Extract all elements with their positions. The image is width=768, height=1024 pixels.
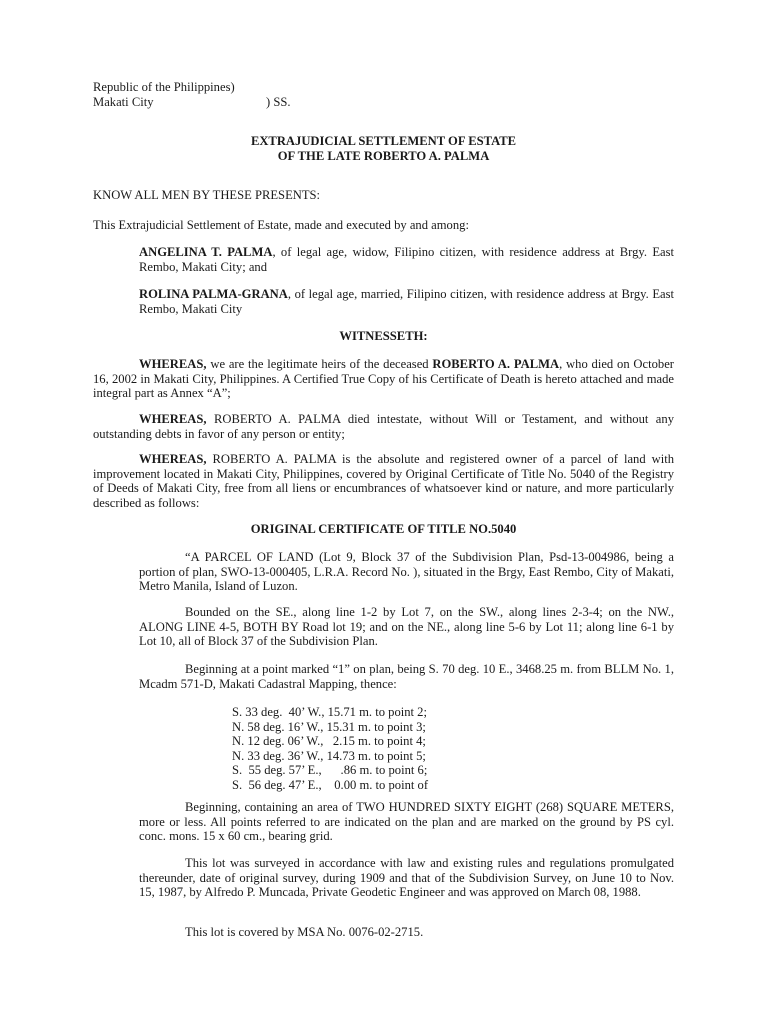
title-line-2: OF THE LATE ROBERTO A. PALMA	[277, 148, 490, 163]
whereas-2-lead: WHEREAS,	[139, 412, 207, 426]
whereas-1-text-a: we are the legitimate heirs of the deceased	[206, 357, 433, 371]
bearing-line: N. 58 deg. 16’ W., 15.31 m. to point 3;	[232, 719, 426, 734]
bearing-line: N. 12 deg. 06’ W., 2.15 m. to point 4;	[232, 734, 426, 749]
caption-line-2-right: ) SS.	[266, 95, 291, 109]
witnesseth-heading	[93, 329, 674, 344]
party-1-name: ANGELINA T. PALMA	[139, 245, 273, 259]
whereas-clause-3	[93, 452, 674, 510]
whereas-clause-1	[93, 357, 674, 401]
survey-paragraph: This lot was surveyed in accordance with law and existing rules and regulations promulgated thereunder, date of original survey, during 1909 and that of the Subdivision Survey, on June 10 to Nov. 15, 1987, by Alfredo P. Muncada, Private Geodetic Engineer and was approved on March 08, 1988.	[139, 856, 674, 900]
whereas-1-lead: WHEREAS,	[139, 357, 207, 371]
whereas-3-text: ROBERTO A. PALMA is the absolute and registered owner of a parcel of land with improvement located in Makati City, Philippines, covered by Original Certificate of Title No. 5040 of the Registry of Deeds of Makati City, free from all liens or encumbrances of whatsoever kind or nature, and more particularly described as follows:	[93, 452, 674, 510]
whereas-1-name: ROBERTO A. PALMA	[432, 357, 560, 371]
party-2-name: ROLINA PALMA-GRANA	[139, 287, 288, 301]
caption-line-1: Republic of the Philippines)	[93, 80, 235, 94]
oct-heading	[93, 522, 674, 537]
party-1-details: , of legal age, widow, Filipino citizen, with residence address at Brgy. East Rembo, Makati City; and	[139, 245, 675, 274]
document-title	[93, 134, 674, 163]
party-2-details: , of legal age, married, Filipino citizen, with residence address at Brgy. East Rembo, Makati City	[139, 287, 675, 316]
bearing-line: S. 55 deg. 57’ E., .86 m. to point 6;	[232, 763, 428, 778]
whereas-1-text-b: , who died on October 16, 2002 in Makati City, Philippines. A Certified True Copy of his Certificate of Death is hereto attached and made integral part as Annex “A”;	[93, 357, 674, 401]
whereas-2-text: ROBERTO A. PALMA died intestate, without Will or Testament, and without any outstanding debts in favor of any person or entity;	[93, 412, 674, 441]
witnesseth-text: WITNESSETH:	[339, 329, 428, 343]
msa-line: This lot is covered by MSA No. 0076-02-2715.	[185, 925, 424, 939]
bearing-line: S. 33 deg. 40’ W., 15.71 m. to point 2;	[232, 705, 427, 719]
parcel-description: “A PARCEL OF LAND (Lot 9, Block 37 of the Subdivision Plan, Psd-13-004986, being a portion of plan, SWO-13-000405, L.R.A. Record No. ), situated in the Brgy, East Rembo, City of Makati, Metro Manila, Island of Luzon.	[139, 550, 674, 594]
made-by-line: This Extrajudicial Settlement of Estate, made and executed by and among:	[93, 218, 469, 232]
bearings-list	[232, 705, 492, 793]
know-all-men: KNOW ALL MEN BY THESE PRESENTS:	[93, 188, 321, 202]
whereas-3-lead: WHEREAS,	[139, 452, 207, 466]
bearing-line: S. 56 deg. 47’ E., 0.00 m. to point of	[232, 777, 429, 792]
bearing-line: N. 33 deg. 36’ W., 14.73 m. to point 5;	[232, 748, 426, 763]
caption-line-2-left: Makati City	[93, 95, 154, 109]
title-line-1: EXTRAJUDICIAL SETTLEMENT OF ESTATE	[250, 134, 517, 148]
oct-heading-text: ORIGINAL CERTIFICATE OF TITLE NO.5040	[250, 522, 517, 536]
party-1	[139, 245, 674, 274]
bounded-paragraph: Bounded on the SE., along line 1-2 by Lot 7, on the SW., along lines 2-3-4; on the NW., ALONG LINE 4-5, BOTH BY Road lot 19; and on the NE., along line 5-6 by Lot 11; along line 6-1 by Lot 10, all of Block 37 of the Subdivision Plan.	[139, 605, 674, 649]
area-paragraph: Beginning, containing an area of TWO HUNDRED SIXTY EIGHT (268) SQUARE METERS, more or less. All points referred to are indicated on the plan and are marked on the ground by PS cyl. conc. mons. 15 x 60 cm., bearing grid.	[139, 800, 674, 844]
beginning-point-paragraph: Beginning at a point marked “1” on plan, being S. 70 deg. 10 E., 3468.25 m. from BLLM No. 1, Mcadm 571-D, Makati Cadastral Mapping, thence:	[139, 662, 674, 691]
whereas-clause-2	[93, 412, 674, 441]
party-2	[139, 287, 674, 316]
